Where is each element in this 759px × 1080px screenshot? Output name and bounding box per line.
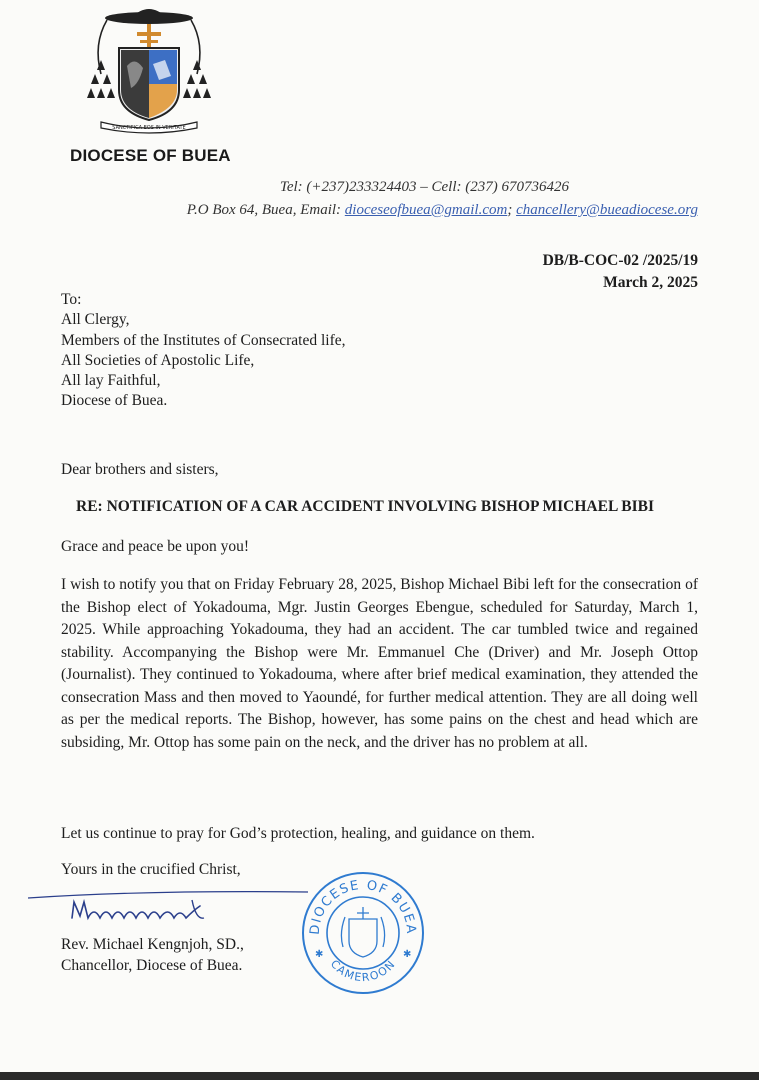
letter-date: March 2, 2025 xyxy=(603,274,698,291)
recipients-block xyxy=(61,290,346,412)
recipient-line: Diocese of Buea. xyxy=(61,392,168,410)
diocese-coat-of-arms-logo xyxy=(83,4,215,136)
salutation: Dear brothers and sisters, xyxy=(61,461,219,478)
recipient-line: Members of the Institutes of Consecrated life, xyxy=(61,331,346,349)
signatory-block xyxy=(61,934,244,976)
stamp-bottom-text: CAMEROON xyxy=(327,957,399,985)
crest-motto: SANCTIFICA EOS IN VERITATE xyxy=(112,125,186,131)
reference-number: DB/B-COC-02 /2025/19 xyxy=(542,252,698,269)
diocese-stamp-seal xyxy=(293,867,433,995)
page-bottom-edge xyxy=(0,1072,759,1080)
email-link-chancellery[interactable]: chancellery@bueadiocese.org xyxy=(516,202,698,218)
stamp-top-text: DIOCESE OF BUEA xyxy=(307,877,419,936)
recipient-line: All Clergy, xyxy=(61,311,130,329)
signatory-title: Chancellor, Diocese of Buea. xyxy=(61,957,243,974)
closing-line: Yours in the crucified Christ, xyxy=(61,861,241,878)
address-prefix: P.O Box 64, Buea, Email: xyxy=(186,202,345,218)
svg-text:✱: ✱ xyxy=(403,949,412,960)
svg-text:CAMEROON xyxy=(328,957,399,984)
recipient-line: All Societies of Apostolic Life, xyxy=(61,351,255,369)
contact-address-line xyxy=(187,202,698,219)
recipient-line: All lay Faithful, xyxy=(61,372,161,390)
subject-line: RE: NOTIFICATION OF A CAR ACCIDENT INVOLVING BISHOP MICHAEL BIBI xyxy=(76,498,655,515)
greeting: Grace and peace be upon you! xyxy=(61,538,250,555)
prayer-line: Let us continue to pray for God’s protection, healing, and guidance on them. xyxy=(61,825,535,842)
email-link-diocese[interactable]: dioceseofbuea@gmail.com xyxy=(344,202,508,218)
organization-name: DIOCESE OF BUEA xyxy=(70,146,231,165)
handwritten-signature xyxy=(28,876,318,932)
contact-phone-line: Tel: (+237)233324403 – Cell: (237) 670736426 xyxy=(279,179,569,195)
email-separator: ; xyxy=(507,202,517,218)
signatory-name: Rev. Michael Kengnjoh, SD., xyxy=(61,936,244,953)
to-label: To: xyxy=(61,291,82,308)
reference-block xyxy=(543,250,698,294)
svg-text:✱: ✱ xyxy=(315,949,324,960)
letter-body-paragraph: I wish to notify you that on Friday February 28, 2025, Bishop Michael Bibi left for the consecration of the Bishop elect of Yokadouma, Mgr. Justin Georges Ebengue, scheduled for Saturday, March 1, 2025. While approaching Yokadouma, they had an accident. The car tumbled twice and regained stability. Accompanying the Bishop were Mr. Emmanuel Che (Driver) and Mr. Joseph Ottop (Journalist). They continued to Yokadouma, where after brief medical examination, they attended the consecration Mass and then moved to Yaoundé, for further medical attention. They are all doing well as per the medical reports. The Bishop, however, has some pains on the chest and head which are subsiding, Mr. Ottop has some pain on the neck, and the driver has no problem at all. xyxy=(61,576,698,751)
